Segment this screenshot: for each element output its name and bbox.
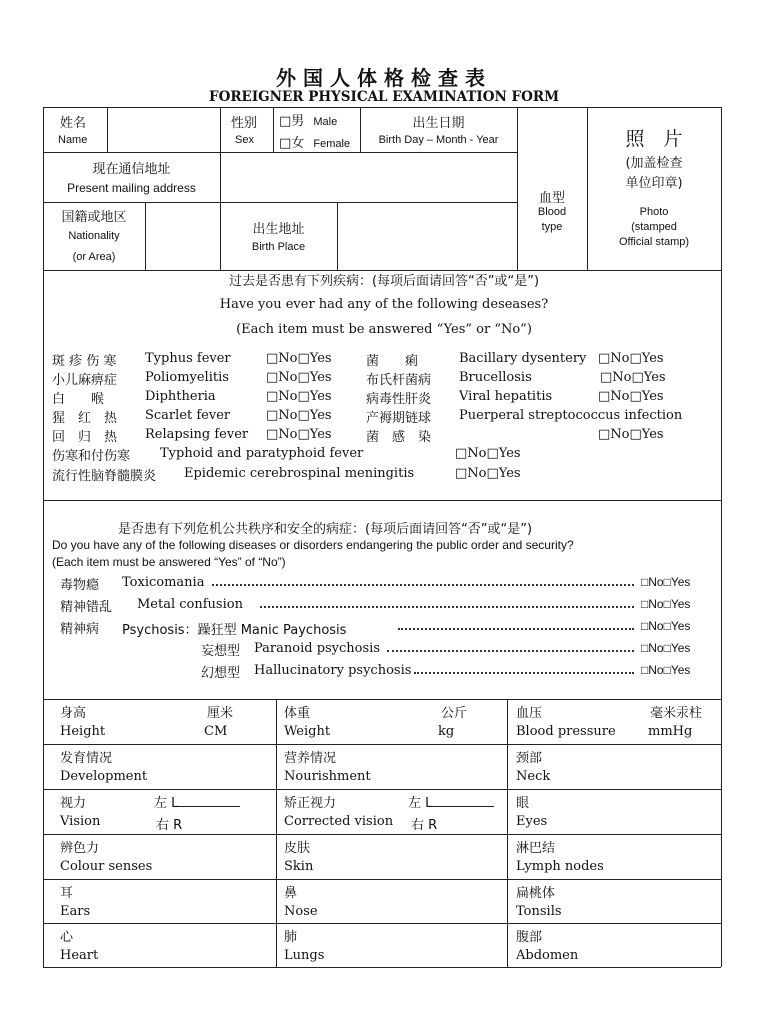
ears-label-en: Ears xyxy=(60,904,91,919)
bp-label-zh: 血压 xyxy=(516,706,543,721)
photo-label-en: Photo xyxy=(639,206,669,218)
security-item-en: Paranoid psychosis xyxy=(254,641,381,656)
lymph-label-zh: 淋巴结 xyxy=(516,841,556,856)
security-item-zh: 精神病 xyxy=(60,622,100,637)
address-field[interactable] xyxy=(221,153,516,201)
nourishment-label-en: Nourishment xyxy=(284,769,371,784)
development-label-zh: 发育情况 xyxy=(60,751,113,766)
height-label-en: Height xyxy=(60,724,106,739)
disease-zh: 伤寒和付伤寒 xyxy=(52,449,131,464)
height-unit-en: CM xyxy=(204,724,228,739)
security-item-en: Psychosis：躁狂型 Manic Paychosis xyxy=(122,623,347,638)
eyes-label-en: Eyes xyxy=(516,814,548,829)
bp-unit-en: mmHg xyxy=(648,724,693,739)
disease-en: Brucellosis xyxy=(459,370,532,385)
address-label-en: Present mailing address xyxy=(67,181,196,195)
security-item-en: Metal confusion xyxy=(137,597,243,612)
diseases-question-en: Have you ever had any of the following deseases? xyxy=(219,297,549,312)
disease-en: Poliomyelitis xyxy=(145,370,229,385)
height-label-zh: 身高 xyxy=(60,706,87,721)
security-question-en2: (Each item must be answered “Yes” of “No”) xyxy=(52,555,286,569)
nationality-label-en2: (or Area) xyxy=(72,251,116,263)
vision-left-label: 左 L xyxy=(154,796,179,811)
security-checkbox[interactable]: □No□Yes xyxy=(641,597,691,611)
female-label-zh: □女 xyxy=(279,136,305,151)
corrected-vision-right: 右 R xyxy=(411,818,438,833)
photo-area xyxy=(588,108,720,269)
skin-label-en: Skin xyxy=(284,859,314,874)
disease-checkbox[interactable]: □No□Yes xyxy=(266,408,332,423)
tonsils-label-zh: 扁桃体 xyxy=(516,886,556,901)
diseases-question-en2: (Each item must be answered “Yes” or “No”) xyxy=(236,322,532,337)
male-checkbox[interactable] xyxy=(279,110,337,129)
nourishment-label-zh: 营养情况 xyxy=(284,751,337,766)
security-item-en: Toxicomania xyxy=(122,575,205,590)
female-checkbox[interactable] xyxy=(279,132,350,151)
photo-stamp-zh2: 单位印章) xyxy=(625,176,683,191)
name-label-zh: 姓名 xyxy=(60,116,87,131)
birthplace-label-zh: 出生地址 xyxy=(252,222,305,237)
lungs-label-en: Lungs xyxy=(284,948,325,963)
security-item-zh: 毒物瘾 xyxy=(60,578,100,593)
disease-zh: 布氏杆菌病 xyxy=(366,373,432,388)
nose-label-en: Nose xyxy=(284,904,318,919)
disease-zh: 回 归 热 xyxy=(52,430,118,445)
disease-checkbox[interactable]: □No□Yes xyxy=(266,427,332,442)
weight-label-en: Weight xyxy=(284,724,331,739)
nationality-label-zh: 国籍或地区 xyxy=(61,210,127,225)
security-item-zh: 精神错乱 xyxy=(60,600,113,615)
lungs-label-zh: 肺 xyxy=(284,930,298,945)
disease-en: Epidemic cerebrospinal meningitis xyxy=(184,466,415,481)
disease-en: Puerperal streptococcus infection xyxy=(459,408,683,423)
disease-zh: 菌 感 染 xyxy=(366,430,432,445)
sex-label-en: Sex xyxy=(235,134,254,146)
security-question-zh: 是否患有下列危机公共秩序和安全的病症：(每项后面请回答“否”或“是”) xyxy=(118,522,533,537)
disease-checkbox[interactable]: □No□Yes xyxy=(455,446,521,461)
disease-en: Typhoid and paratyphoid fever xyxy=(160,446,364,461)
name-label-en: Name xyxy=(58,134,88,146)
photo-stamp-en2: Official stamp) xyxy=(618,236,690,248)
disease-checkbox[interactable]: □No□Yes xyxy=(598,427,664,442)
sex-label-zh: 性别 xyxy=(231,116,258,131)
disease-zh: 白 喉 xyxy=(52,392,105,407)
lymph-label-en: Lymph nodes xyxy=(516,859,604,874)
disease-zh: 产褥期链球 xyxy=(366,411,432,426)
disease-en: Diphtheria xyxy=(145,389,216,404)
male-label-zh: □男 xyxy=(279,114,305,129)
heart-label-en: Heart xyxy=(60,948,99,963)
disease-checkbox[interactable]: □No□Yes xyxy=(600,370,666,385)
nose-label-zh: 鼻 xyxy=(284,886,298,901)
abdomen-label-en: Abdomen xyxy=(516,948,579,963)
form-title-en: FOREIGNER PHYSICAL EXAMINATION FORM xyxy=(208,89,560,105)
corrected-vision-left-blank[interactable] xyxy=(432,794,494,807)
vision-label-zh: 视力 xyxy=(60,796,87,811)
bp-unit-zh: 毫米汞柱 xyxy=(650,706,703,721)
disease-zh: 菌 痢 xyxy=(366,354,419,369)
blood-label-en1: Blood xyxy=(537,206,567,218)
name-field[interactable] xyxy=(108,108,219,151)
security-checkbox[interactable]: □No□Yes xyxy=(641,641,691,655)
ears-label-zh: 耳 xyxy=(60,886,74,901)
neck-label-en: Neck xyxy=(516,769,551,784)
security-item-zh: 妄想型 xyxy=(201,644,241,659)
address-label-zh: 现在通信地址 xyxy=(92,162,171,177)
security-checkbox[interactable]: □No□Yes xyxy=(641,619,691,633)
disease-en: Viral hepatitis xyxy=(459,389,553,404)
birthplace-field[interactable] xyxy=(338,203,516,269)
disease-en: Scarlet fever xyxy=(145,408,231,423)
vision-right: 右 R xyxy=(156,818,183,833)
skin-label-zh: 皮肤 xyxy=(284,841,311,856)
neck-label-zh: 颈部 xyxy=(516,751,543,766)
bp-label-en: Blood pressure xyxy=(516,724,616,739)
vision-left-blank[interactable] xyxy=(178,794,240,807)
colour-label-en: Colour senses xyxy=(60,859,153,874)
birth-label-en: Birth Day – Month - Year xyxy=(378,134,499,146)
vision-label-en: Vision xyxy=(60,814,101,829)
disease-zh: 斑 疹 伤 寒 xyxy=(52,354,117,369)
female-label-en: Female xyxy=(313,138,351,150)
height-unit-zh: 厘米 xyxy=(207,706,234,721)
abdomen-label-zh: 腹部 xyxy=(516,930,543,945)
disease-zh: 流行性脑脊髓膜炎 xyxy=(52,469,157,484)
disease-zh: 猩 红 热 xyxy=(52,411,118,426)
disease-checkbox[interactable]: □No□Yes xyxy=(598,389,664,404)
corrected-vision-label-en: Corrected vision xyxy=(284,814,394,829)
male-label-en: Male xyxy=(313,116,338,128)
corrected-vision-left[interactable] xyxy=(408,792,494,811)
birthplace-label-en: Birth Place xyxy=(251,241,306,253)
corrected-vision-label-zh: 矫正视力 xyxy=(284,796,337,811)
photo-stamp-en1: (stamped xyxy=(631,221,677,233)
tonsils-label-en: Tonsils xyxy=(516,904,562,919)
nationality-field[interactable] xyxy=(146,203,219,269)
form-title-zh: 外国人体格检查表 xyxy=(276,66,492,90)
disease-checkbox[interactable]: □No□Yes xyxy=(266,389,332,404)
security-item-zh: 幻想型 xyxy=(201,666,241,681)
weight-unit-en: kg xyxy=(438,724,455,739)
photo-stamp-zh1: (加盖检查 xyxy=(625,156,683,171)
disease-checkbox[interactable]: □No□Yes xyxy=(598,351,664,366)
security-question-en: Do you have any of the following diseases or disorders endangering the public order and security? xyxy=(52,538,574,552)
weight-label-zh: 体重 xyxy=(284,706,311,721)
vision-left[interactable] xyxy=(154,792,240,811)
disease-checkbox[interactable]: □No□Yes xyxy=(266,370,332,385)
colour-label-zh: 辨色力 xyxy=(60,841,100,856)
disease-en: Bacillary dysentery xyxy=(459,351,587,366)
diseases-question-zh: 过去是否患有下列疾病：(每项后面请回答“否”或“是”) xyxy=(228,274,540,289)
security-checkbox[interactable]: □No□Yes xyxy=(641,575,691,589)
disease-checkbox[interactable]: □No□Yes xyxy=(455,466,521,481)
disease-checkbox[interactable]: □No□Yes xyxy=(266,351,332,366)
disease-zh: 小儿麻痹症 xyxy=(52,373,118,388)
blood-label-en2: type xyxy=(541,221,563,233)
heart-label-zh: 心 xyxy=(60,930,74,945)
corrected-vision-left-label: 左 L xyxy=(408,796,433,811)
security-item-en: Hallucinatory psychosis xyxy=(254,663,412,678)
blood-label-zh: 血型 xyxy=(538,191,565,206)
birth-label-zh: 出生日期 xyxy=(412,116,465,131)
disease-zh: 病毒性肝炎 xyxy=(366,392,432,407)
disease-en: Relapsing fever xyxy=(145,427,249,442)
eyes-label-zh: 眼 xyxy=(516,796,530,811)
development-label-en: Development xyxy=(60,769,148,784)
weight-unit-zh: 公斤 xyxy=(441,706,468,721)
photo-label-zh: 照 片 xyxy=(625,128,683,150)
nationality-label-en: Nationality xyxy=(68,230,120,242)
security-checkbox[interactable]: □No□Yes xyxy=(641,663,691,677)
disease-en: Typhus fever xyxy=(145,351,231,366)
